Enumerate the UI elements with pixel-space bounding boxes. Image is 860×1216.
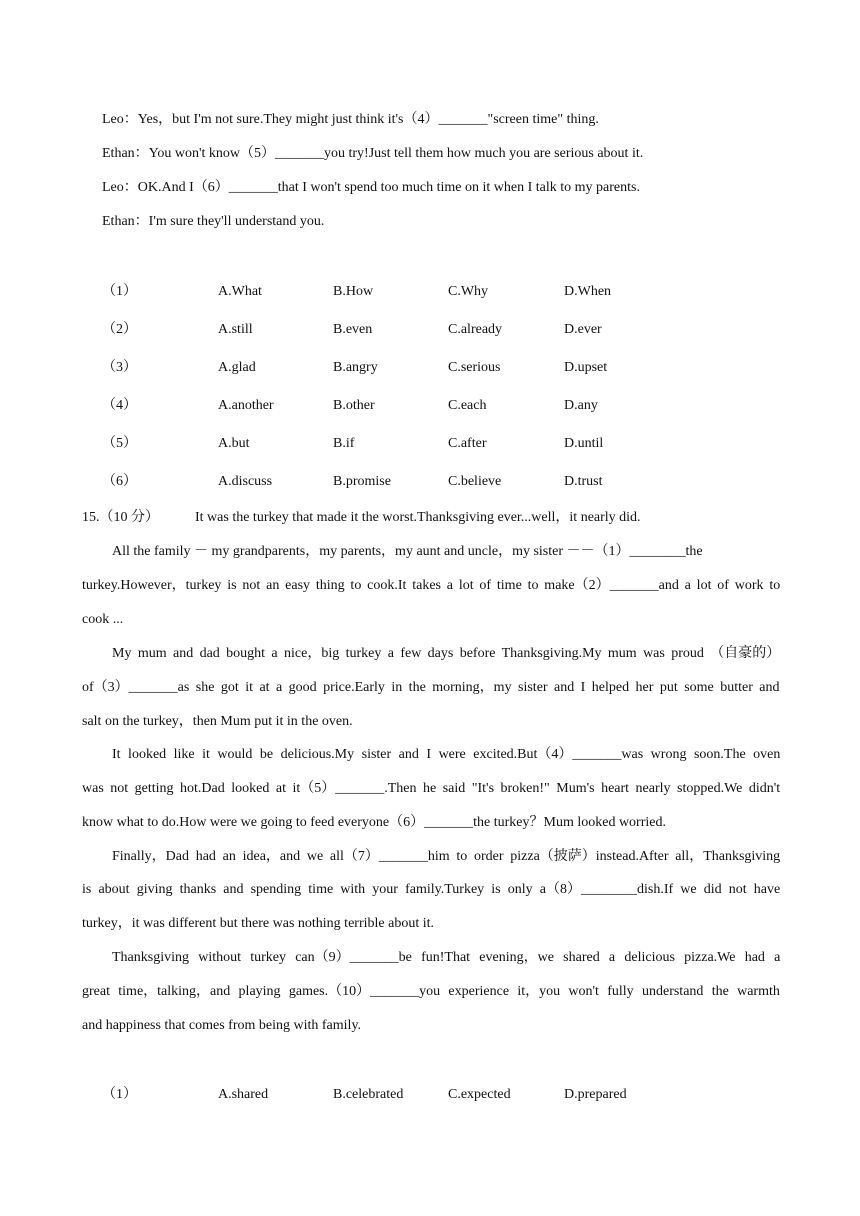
option-b[interactable]: B.How: [333, 284, 374, 299]
passage-line: turkey，it was different but there was nothing terrible about it.: [82, 916, 434, 931]
option-b[interactable]: B.other: [333, 398, 375, 413]
option-b[interactable]: B.angry: [333, 360, 378, 375]
passage-line: Thanksgiving without turkey can（9）_______be fun!That evening，we shared a delicious pizza.We had a: [112, 950, 781, 965]
option-row: [102, 282, 702, 302]
option-number: （6）: [102, 474, 137, 489]
passage-line: is about giving thanks and spending time with your family.Turkey is only a（8）________dish.If we did not have: [82, 882, 781, 897]
option-b[interactable]: B.promise: [333, 474, 391, 489]
option-a[interactable]: A.glad: [218, 360, 256, 375]
option-c[interactable]: C.each: [448, 398, 487, 413]
passage-line: It looked like it would be delicious.My sister and I were excited.But（4）_______was wrong soon.The oven: [112, 747, 781, 762]
option-d[interactable]: D.When: [564, 284, 612, 299]
option-d[interactable]: D.prepared: [564, 1087, 627, 1102]
dialogue-line: Ethan：I'm sure they'll understand you.: [102, 214, 325, 229]
option-a[interactable]: A.but: [218, 436, 250, 451]
option-c[interactable]: C.believe: [448, 474, 502, 489]
option-number: （2）: [102, 322, 137, 337]
option-a[interactable]: A.What: [218, 284, 262, 299]
passage-line: and happiness that comes from being with family.: [82, 1018, 362, 1033]
option-row: [102, 472, 702, 492]
option-row: [102, 358, 702, 378]
option-d[interactable]: D.ever: [564, 322, 602, 337]
option-row: [102, 1085, 702, 1105]
option-d[interactable]: D.trust: [564, 474, 603, 489]
dialogue-line: Leo：OK.And I（6）_______that I won't spend too much time on it when I talk to my parents.: [102, 180, 640, 195]
passage-line: Finally，Dad had an idea，and we all（7）_______him to order pizza（披萨）instead.After all，Thanksgiving: [112, 849, 781, 864]
question-number: 15.（10 分）: [82, 510, 159, 525]
option-row: [102, 434, 702, 454]
option-a[interactable]: A.discuss: [218, 474, 273, 489]
option-c[interactable]: C.expected: [448, 1087, 511, 1102]
option-c[interactable]: C.after: [448, 436, 487, 451]
passage-line: salt on the turkey，then Mum put it in the oven.: [82, 714, 353, 729]
passage-line: of（3）_______as she got it at a good price.Early in the morning，my sister and I helped her put some butter and: [82, 680, 780, 695]
option-number: （5）: [102, 436, 137, 451]
passage-line: All the family － my grandparents，my parents，my aunt and uncle，my sister －－（1）________the: [112, 544, 703, 559]
passage-line: know what to do.How were we going to feed everyone（6）_______the turkey？Mum looked worried.: [82, 815, 666, 830]
option-d[interactable]: D.until: [564, 436, 604, 451]
option-number: （3）: [102, 360, 137, 375]
option-a[interactable]: A.another: [218, 398, 274, 413]
option-a[interactable]: A.shared: [218, 1087, 269, 1102]
option-c[interactable]: C.already: [448, 322, 503, 337]
passage-line: great time，talking，and playing games.（10）_______you experience it，you won't fully understand the warmth: [82, 984, 780, 999]
passage-line: cook ...: [82, 612, 124, 627]
option-b[interactable]: B.if: [333, 436, 355, 451]
option-row: [102, 320, 702, 340]
question-header: [82, 508, 641, 528]
option-number: （1）: [102, 1087, 137, 1102]
passage-line: My mum and dad bought a nice，big turkey a few days before Thanksgiving.My mum was proud （自豪的）: [112, 646, 781, 661]
option-number: （4）: [102, 398, 137, 413]
option-a[interactable]: A.still: [218, 322, 253, 337]
passage-line: turkey.However，turkey is not an easy thing to cook.It takes a lot of time to make（2）_______and a lot of work to: [82, 578, 781, 593]
option-b[interactable]: B.celebrated: [333, 1087, 404, 1102]
option-d[interactable]: D.upset: [564, 360, 608, 375]
option-number: （1）: [102, 284, 137, 299]
option-d[interactable]: D.any: [564, 398, 598, 413]
question-first-sentence: It was the turkey that made it the worst.Thanksgiving ever...well，it nearly did.: [195, 510, 641, 525]
option-c[interactable]: C.Why: [448, 284, 489, 299]
passage-line: was not getting hot.Dad looked at it（5）_______.Then he said "It's broken!" Mum's heart nearly stopped.We didn't: [82, 781, 781, 796]
dialogue-line: Ethan：You won't know（5）_______you try!Just tell them how much you are serious about it.: [102, 146, 644, 161]
option-b[interactable]: B.even: [333, 322, 373, 337]
option-c[interactable]: C.serious: [448, 360, 501, 375]
option-row: [102, 396, 702, 416]
dialogue-line: Leo：Yes，but I'm not sure.They might just think it's（4）_______"screen time" thing.: [102, 112, 599, 127]
